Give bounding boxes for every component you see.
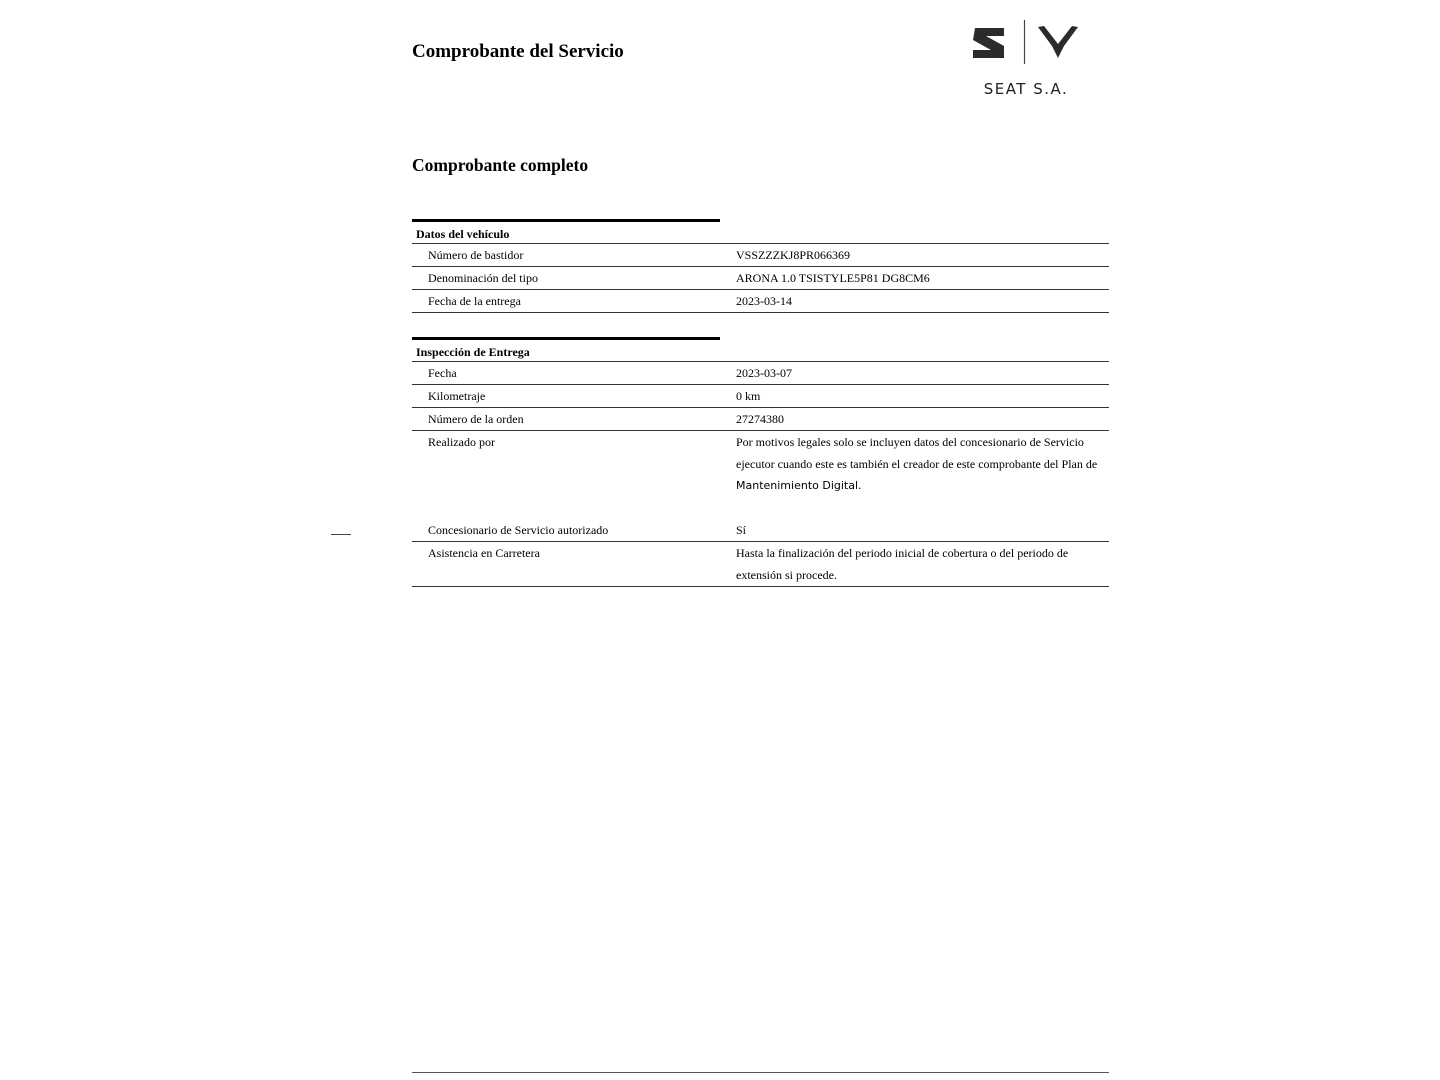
row-label: Kilometraje xyxy=(428,389,486,403)
table-row xyxy=(412,362,1109,385)
row-label: Asistencia en Carretera xyxy=(428,546,540,560)
roadside-row xyxy=(412,542,1109,587)
company-name: SEAT S.A. xyxy=(983,80,1069,98)
spacer xyxy=(736,497,1105,519)
value-line: Mantenimiento Digital. xyxy=(736,479,862,492)
table-row xyxy=(412,408,1109,431)
table-row xyxy=(412,267,1109,290)
document-subtitle: Comprobante completo xyxy=(412,155,589,175)
dealer-row xyxy=(412,519,1109,542)
table-row xyxy=(412,385,1109,408)
vehicle-data-section xyxy=(412,219,1109,313)
row-value: ARONA 1.0 TSISTYLE5P81 DG8CM6 xyxy=(736,271,930,285)
row-value: 27274380 xyxy=(736,412,784,426)
performed-by-row xyxy=(412,431,1109,519)
margin-mark xyxy=(331,534,351,535)
row-label: Denominación del tipo xyxy=(428,271,538,285)
row-value: 2023-03-07 xyxy=(736,366,792,380)
section-header: Datos del vehículo xyxy=(412,222,1109,244)
row-value: Sí xyxy=(736,523,747,537)
row-value: Hasta la finalización del periodo inicial de cobertura o del periodo de extensión si procede. xyxy=(736,546,1069,582)
section-header: Inspección de Entrega xyxy=(412,340,1109,362)
cupra-logo-icon xyxy=(1038,26,1078,58)
delivery-inspection-section xyxy=(412,337,1109,587)
document-title: Comprobante del Servicio xyxy=(412,41,624,62)
footer-divider xyxy=(412,1072,1109,1073)
row-value: 2023-03-14 xyxy=(736,294,792,308)
row-label: Realizado por xyxy=(428,435,495,449)
row-value: VSSZZZKJ8PR066369 xyxy=(736,248,851,262)
row-label: Fecha xyxy=(428,366,457,380)
table-row xyxy=(412,290,1109,313)
row-value xyxy=(720,431,1109,519)
row-label: Concesionario de Servicio autorizado xyxy=(428,523,609,537)
value-line: Por motivos legales solo se incluyen datos del concesionario de Servicio xyxy=(736,435,1084,449)
seat-logo-icon xyxy=(973,28,1004,58)
row-value: 0 km xyxy=(736,389,761,403)
table-row xyxy=(412,244,1109,267)
brand-logo-graphic xyxy=(960,16,1092,76)
row-label: Número de la orden xyxy=(428,412,524,426)
row-label: Número de bastidor xyxy=(428,248,524,262)
row-label: Fecha de la entrega xyxy=(428,294,521,308)
value-line: ejecutor cuando este es también el creador de este comprobante del Plan de xyxy=(736,457,1098,471)
brand-logos xyxy=(960,16,1100,106)
